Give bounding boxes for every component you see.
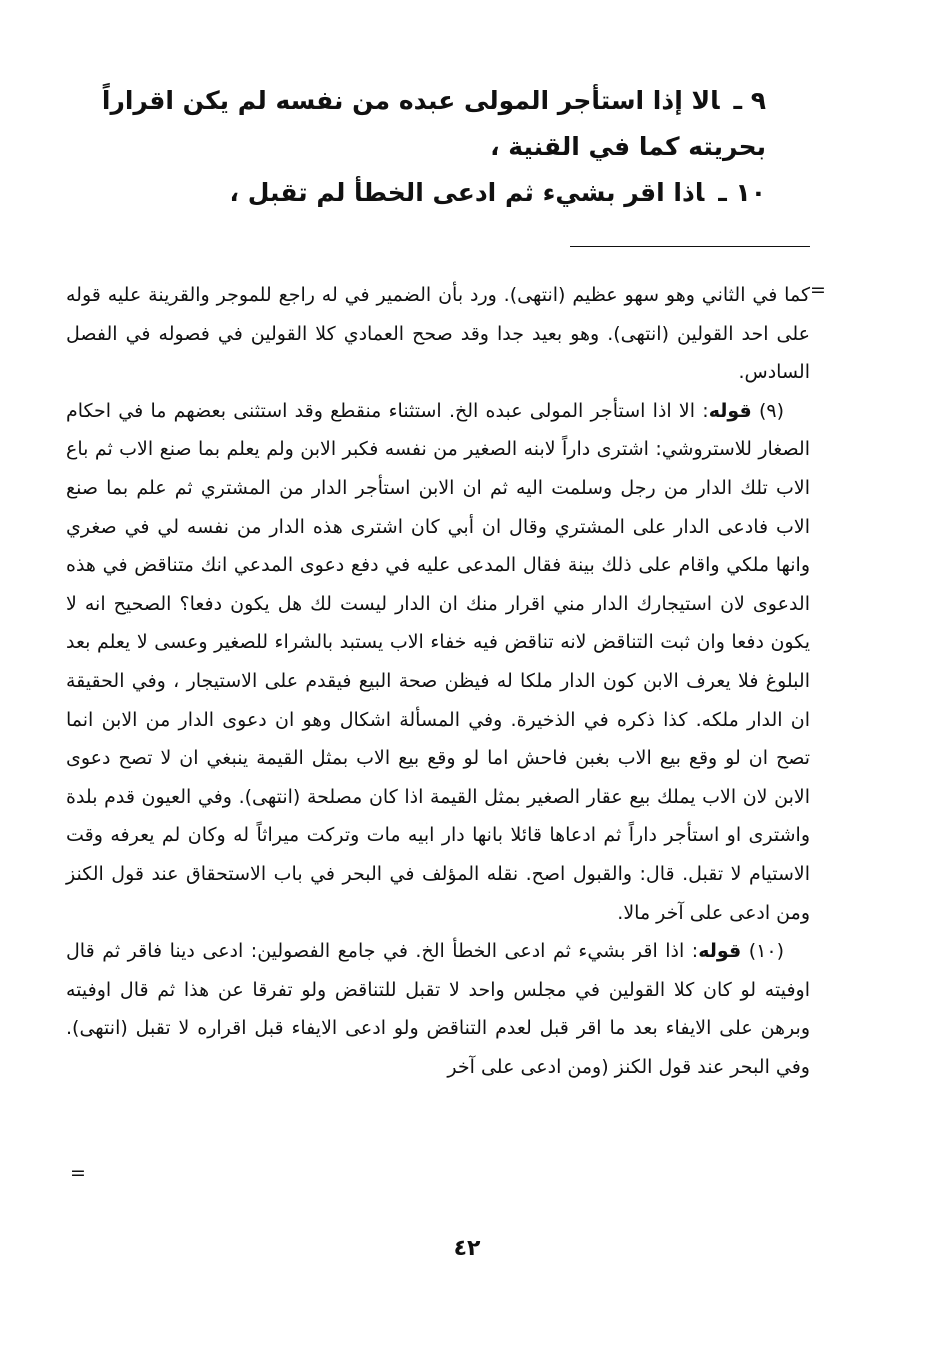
main-item-number: ٩ ـ	[733, 86, 766, 115]
note-10-text: : اذا اقر بشيء ثم ادعى الخطأ الخ. في جامع الفصولين: ادعى دينا فاقر ثم قال اوفيته لو كان كلا القولين في مجلس واحد لا تقبل للتناقض ولو تفرقا عن هذا ثم قال اوفيته وبرهن على الايفاء بعد ما اقر قبل لعدم التناقض ولو ادعى الايفاء قبل اقراره لا تقبل (انتهى). وفي البحر عند قول الكنز (ومن ادعى على آخر	[66, 940, 810, 1078]
main-item-9	[60, 78, 766, 170]
note-10-number: (١٠)	[748, 940, 784, 963]
note-9	[66, 392, 810, 932]
note-9-keyword: قوله	[708, 399, 752, 422]
note-9-number: (٩)	[758, 399, 784, 422]
note-9-text: : الا اذا استأجر المولى عبده الخ. استثناء منقطع وقد استثنى بعضهم ما في احكام الصغار للاستروشي: اشترى داراً لابنه الصغير من نفسه فكبر الابن ولم يعلم بما صنع الاب ثم باع الاب تلك الدار من رجل وسلمت اليه ثم ان الابن استأجر الدار من المشتري ثم علم بما صنع الاب فادعى الدار على المشتري وقال ان أبي كان اشترى هذه الدار من نفسه لي في صغري وانها ملكي واقام على ذلك بينة فقال المدعى عليه في دفع دعوى المدعي انك متناقض في هذه الدعوى لان استيجارك الدار مني اقرار منك ان الدار ليست لك هل يكون دفعا؟ الصحيح انه لا يكون دفعا وان ثبت التناقض لانه تناقض فيه خفاء الاب يستبد بالشراء للصغير وعسى لا يعلم بعد البلوغ فلا يعرف الابن كون الدار ملكا له فيظن صحة البيع فيقدم على الاستيجار ، وفي الحقيقة ان الدار ملكه. كذا ذكره في الذخيرة. وفي المسألة اشكال وهو ان دعوى الدار من الابن انما تصح ان لو وقع بيع الاب بغبن فاحش اما لو وقع بيع الاب بمثل القيمة ينبغي ان لا تصح دعوى الابن لان الاب يملك بيع عقار الصغير بمثل القيمة اذا كان مصلحة (انتهى). وفي العيون قدم بلدة واشترى او استأجر داراً ثم ادعاها قائلا بانها دار ابيه مات وتركت ميراثاً له وكان لم يعرفه وقت الاستيام لا تقبل. قال: والقبول اصح. نقله المؤلف في البحر في باب الاستحقاق عند قول الكنز ومن ادعى على آخر مالا.	[66, 399, 810, 924]
main-item-text: اذا اقر بشيء ثم ادعى الخطأ لم تقبل ،	[229, 178, 705, 207]
footnote-separator	[570, 246, 810, 247]
main-item-10	[60, 170, 766, 216]
commentary	[66, 276, 810, 1086]
continuation-mark-start: =	[810, 279, 826, 301]
main-item-text: الا إذا استأجر المولى عبده من نفسه لم يكن اقراراً بحريته كما في القنية ،	[101, 86, 766, 161]
note-10-keyword: قوله	[698, 940, 742, 963]
page-number: ٤٢	[453, 1236, 481, 1261]
main-item-number: ١٠ ـ	[718, 178, 766, 207]
commentary-continuation: كما في الثاني وهو سهو عظيم (انتهى). ورد بأن الضمير في له راجع للموجر والقرينة عليه قوله على احد القولين (انتهى). وهو بعيد جدا وقد صحح العمادي كلا القولين في فصوله في الفصل السادس.	[66, 284, 810, 384]
continuation-mark-end: =	[70, 1162, 86, 1184]
note-10	[66, 932, 810, 1086]
main-text	[60, 78, 766, 216]
